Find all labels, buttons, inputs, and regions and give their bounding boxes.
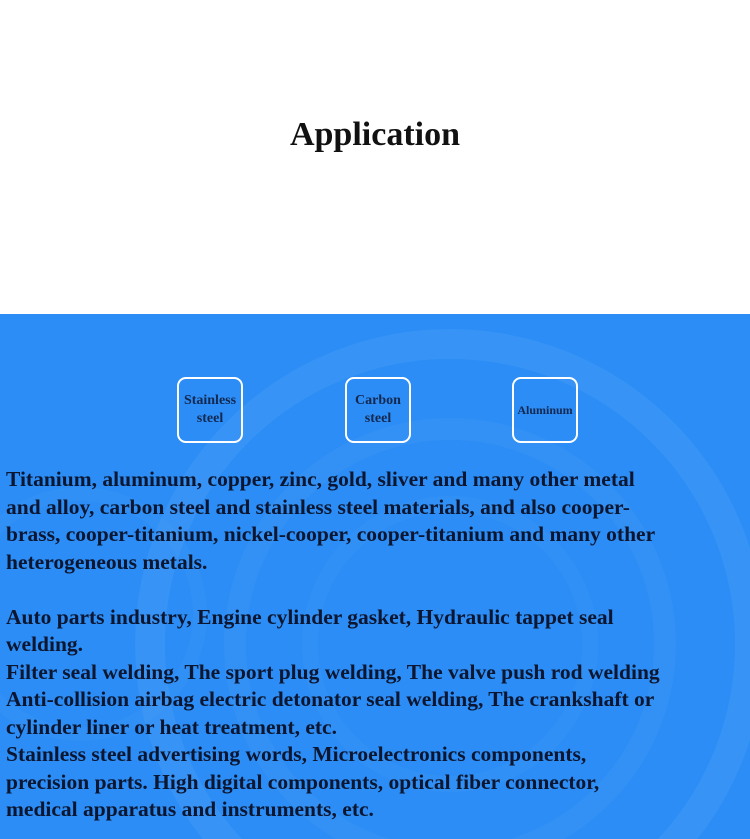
text-line: heterogeneous metals. <box>6 549 208 574</box>
material-label-line: steel <box>364 411 392 426</box>
text-line: Anti-collision airbag electric detonator seal welding, The crankshaft or <box>6 687 655 711</box>
application-description <box>6 466 750 824</box>
material-tile-carbon-steel <box>345 377 411 443</box>
text-line: brass, cooper-titanium, nickel-cooper, cooper-titanium and many other <box>6 522 656 546</box>
header-section <box>0 0 750 314</box>
text-line: Auto parts industry, Engine cylinder gasket, Hydraulic tappet seal <box>6 604 614 629</box>
text-line: and alloy, carbon steel and stainless steel materials, and also cooper- <box>6 494 630 519</box>
paragraph-gap <box>6 576 750 604</box>
material-tiles <box>0 314 750 464</box>
page-title: Application <box>289 116 461 153</box>
application-panel <box>0 314 750 839</box>
text-line: medical apparatus and instruments, etc. <box>6 797 374 821</box>
material-label-line: Carbon <box>355 393 401 408</box>
metals-paragraph <box>6 466 750 576</box>
text-line: Stainless steel advertising words, Microelectronics components, <box>6 742 587 766</box>
material-tile-aluminum <box>512 377 578 443</box>
material-tile-stainless-steel <box>177 377 243 443</box>
material-label-line: steel <box>196 411 224 426</box>
material-label-line: Aluminum <box>517 403 573 417</box>
industries-paragraph <box>6 604 750 824</box>
text-line: cylinder liner or heat treatment, etc. <box>6 714 337 739</box>
text-line: welding. <box>6 632 84 656</box>
text-line: precision parts. High digital components, optical fiber connector, <box>6 769 600 794</box>
material-label-line: Stainless <box>183 393 237 408</box>
text-line: Filter seal welding, The sport plug welding, The valve push rod welding <box>6 659 660 684</box>
text-line: Titanium, aluminum, copper, zinc, gold, sliver and many other metal <box>6 467 635 491</box>
